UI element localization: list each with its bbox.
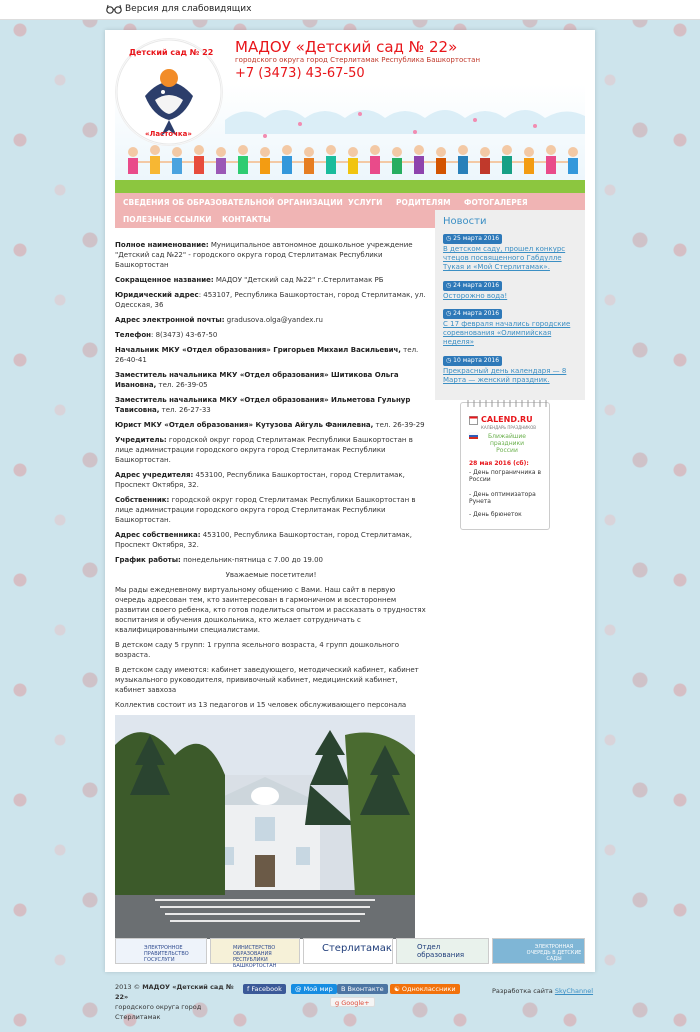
- russia-flag-icon: [469, 433, 478, 439]
- news-link[interactable]: Осторожно вода!: [443, 292, 508, 300]
- info-row: Собственник: городской округ город Стерлитамак Республики Башкортостан в лице администрации городского округа город Стерлитамак Республики Башкортостан.: [115, 496, 416, 524]
- calendar-brand-sub: КАЛЕНДАРЬ ПРАЗДНИКОВ: [481, 425, 536, 430]
- welcome-paragraph: Мы рады ежедневному виртуальному общению с Вами. Наш сайт в первую очередь адресован тем, кто заинтересован в гармоничном и всестороннем развитии своего ребенка, кто готов поделиться опытом и рассказать о трудностях воспитания и обучения дошкольника, кто желает сотрудничать с квалифицированными специалистами.: [115, 586, 426, 634]
- welcome-greeting: Уважаемые посетители!: [225, 571, 317, 579]
- nav-item-contacts[interactable]: КОНТАКТЫ: [222, 215, 271, 224]
- info-row: График работы: понедельник-пятница с 7.00 до 19.00: [115, 556, 323, 564]
- partner-banner-sterlitamak[interactable]: Стерлитамак: [303, 938, 393, 964]
- calendar-brand: CALEND.RU: [481, 415, 533, 424]
- calendar-upcoming-label: Ближайшие праздники России: [488, 433, 526, 454]
- main-content: [115, 240, 427, 939]
- news-item: [443, 309, 577, 347]
- copyright-name: МАДОУ «Детский сад № 22»: [115, 983, 234, 1001]
- share-facebook-button[interactable]: f Facebook: [243, 984, 286, 994]
- site-logo[interactable]: [115, 38, 223, 146]
- site-phone: +7 (3473) 43-67-50: [235, 66, 365, 81]
- info-row: Учредитель: городской округ город Стерлитамак Республики Башкортостан в лице администрации городского округа город Стерлитамак Республики Башкортостан.: [115, 436, 413, 464]
- calendar-widget[interactable]: [460, 402, 550, 530]
- site-footer: [115, 982, 595, 1024]
- partner-banner-gosuslugi[interactable]: ЭЛЕКТРОННОЕ ПРАВИТЕЛЬСТВО ГОСУСЛУГИ: [115, 938, 207, 964]
- info-row: Сокращенное название: МАДОУ "Детский сад №22" г.Стерлитамак РБ: [115, 276, 384, 284]
- calendar-date: 28 мая 2016 (сб):: [469, 460, 529, 467]
- page-container: [105, 30, 595, 972]
- share-vkontakte-button[interactable]: B Вконтакте: [337, 984, 388, 994]
- news-date-badge: ◷ 10 марта 2016: [443, 356, 502, 366]
- info-row: Заместитель начальника МКУ «Отдел образования» Ильметова Гульнур Тависовна, тел. 26-27-33: [115, 396, 411, 414]
- news-link[interactable]: С 17 февраля начались городские соревнования «Олимпийская неделя»: [443, 320, 571, 346]
- share-odnoklassniki-button[interactable]: ☯ Одноклассники: [390, 984, 460, 994]
- news-date-badge: ◷ 25 марта 2016: [443, 234, 502, 244]
- developer-credit: Разработка сайта SkyChannel: [492, 987, 594, 995]
- site-subtitle: городского округа город Стерлитамак Республика Башкортостан: [235, 56, 481, 64]
- nav-item-parents[interactable]: РОДИТЕЛЯМ: [396, 198, 451, 207]
- rooms-paragraph: В детском саду имеются: кабинет заведующего, методический кабинет, кабинет музыкального руководителя, прививочный кабинет, медицинский кабинет, кабинет завхоза: [115, 666, 419, 694]
- news-item: [443, 281, 577, 301]
- info-row: Адрес собственника: 453100, Республика Башкортостан, город Стерлитамак, Проспект Октября, 32.: [115, 531, 413, 549]
- news-item: [443, 356, 577, 385]
- share-googleplus-button[interactable]: g Google+: [330, 997, 375, 1007]
- calendar-spiral-icon: [465, 399, 547, 407]
- info-row: Начальник МКУ «Отдел образования» Григорьев Михаил Васильевич, тел. 26-40-41: [115, 346, 419, 364]
- building-photo: [115, 715, 415, 939]
- share-moymir-button[interactable]: @ Мой мир: [291, 984, 337, 994]
- accessibility-link[interactable]: Версия для слабовидящих: [125, 4, 252, 14]
- info-row: Адрес электронной почты: gradusova.olga@yandex.ru: [115, 316, 323, 324]
- staff-paragraph: Коллектив состоит из 13 педагогов и 15 человек обслуживающего персонала: [115, 701, 407, 709]
- calendar-event[interactable]: - День пограничника в России: [469, 469, 541, 483]
- logo-text-top: Детский сад № 22: [129, 48, 214, 57]
- news-widget: [435, 210, 585, 400]
- glasses-icon[interactable]: [106, 3, 122, 15]
- info-row: Адрес учредителя: 453100, Республика Башкортостан, город Стерлитамак, Проспект Октября, 32.: [115, 471, 405, 489]
- kids-figures: [128, 145, 578, 174]
- site-header: [115, 36, 585, 193]
- nav-item-org-info[interactable]: СВЕДЕНИЯ ОБ ОБРАЗОВАТЕЛЬНОЙ ОРГАНИЗАЦИИ: [123, 198, 343, 207]
- partner-banners: [115, 935, 585, 967]
- calendar-event[interactable]: - День брюнеток: [469, 511, 522, 518]
- nav-item-photo-gallery[interactable]: ФОТОГАЛЕРЕЯ: [464, 198, 528, 207]
- site-title[interactable]: МАДОУ «Детский сад № 22»: [235, 38, 458, 56]
- developer-link[interactable]: SkyChannel: [554, 987, 594, 995]
- copyright: 2013 © МАДОУ «Детский сад № 22» городского округа город Стерлитамак: [115, 983, 234, 1021]
- nav-item-useful-links[interactable]: ПОЛЕЗНЫЕ ССЫЛКИ: [123, 215, 212, 224]
- partner-banner-kindergarten-queue[interactable]: ЭЛЕКТРОННАЯ ОЧЕРЕДЬ В ДЕТСКИЕ САДЫ: [492, 938, 585, 964]
- calendar-event[interactable]: - День оптимизатора Рунета: [469, 491, 536, 505]
- partner-banner-education-dept[interactable]: Отдел образования: [396, 938, 489, 964]
- news-date-badge: ◷ 24 марта 2016: [443, 281, 502, 291]
- groups-paragraph: В детском саду 5 групп: 1 группа ясельного возраста, 4 групп дошкольного возраста.: [115, 641, 400, 659]
- news-heading: Новости: [443, 216, 487, 227]
- partner-banner-ministry[interactable]: МИНИСТЕРСТВО ОБРАЗОВАНИЯ РЕСПУБЛИКИ БАШКОРТОСТАН: [210, 938, 300, 964]
- info-row: Заместитель начальника МКУ «Отдел образования» Шитикова Ольга Ивановна, тел. 26-39-05: [115, 371, 399, 389]
- info-row: Полное наименование: Муниципальное автономное дошкольное учреждение "Детский сад №22" - городского округа город Стерлитамак Республики Башкортостан: [115, 241, 413, 269]
- accessibility-bar: [0, 0, 700, 20]
- news-link[interactable]: В детском саду, прошел конкурс чтецов посвященного Габдулле Тукая и «Мой Стерлитамак».: [443, 245, 566, 271]
- info-row: Телефон: 8(3473) 43-67-50: [115, 331, 218, 339]
- calendar-icon: [469, 415, 478, 425]
- info-row: Юрист МКУ «Отдел образования» Кутузова Айгуль Фанилевна, тел. 26-39-29: [115, 421, 425, 429]
- nav-item-services[interactable]: УСЛУГИ: [348, 198, 383, 207]
- news-date-badge: ◷ 24 марта 2016: [443, 309, 502, 319]
- news-link[interactable]: Прекрасный день календаря — 8 Марта — женский праздник.: [443, 367, 567, 384]
- news-item: [443, 234, 577, 272]
- logo-text-bottom: «Ласточка»: [145, 130, 192, 138]
- info-row: Юридический адрес: 453107, Республика Башкортостан, город Стерлитамак, ул. Одесская, 36: [115, 291, 426, 309]
